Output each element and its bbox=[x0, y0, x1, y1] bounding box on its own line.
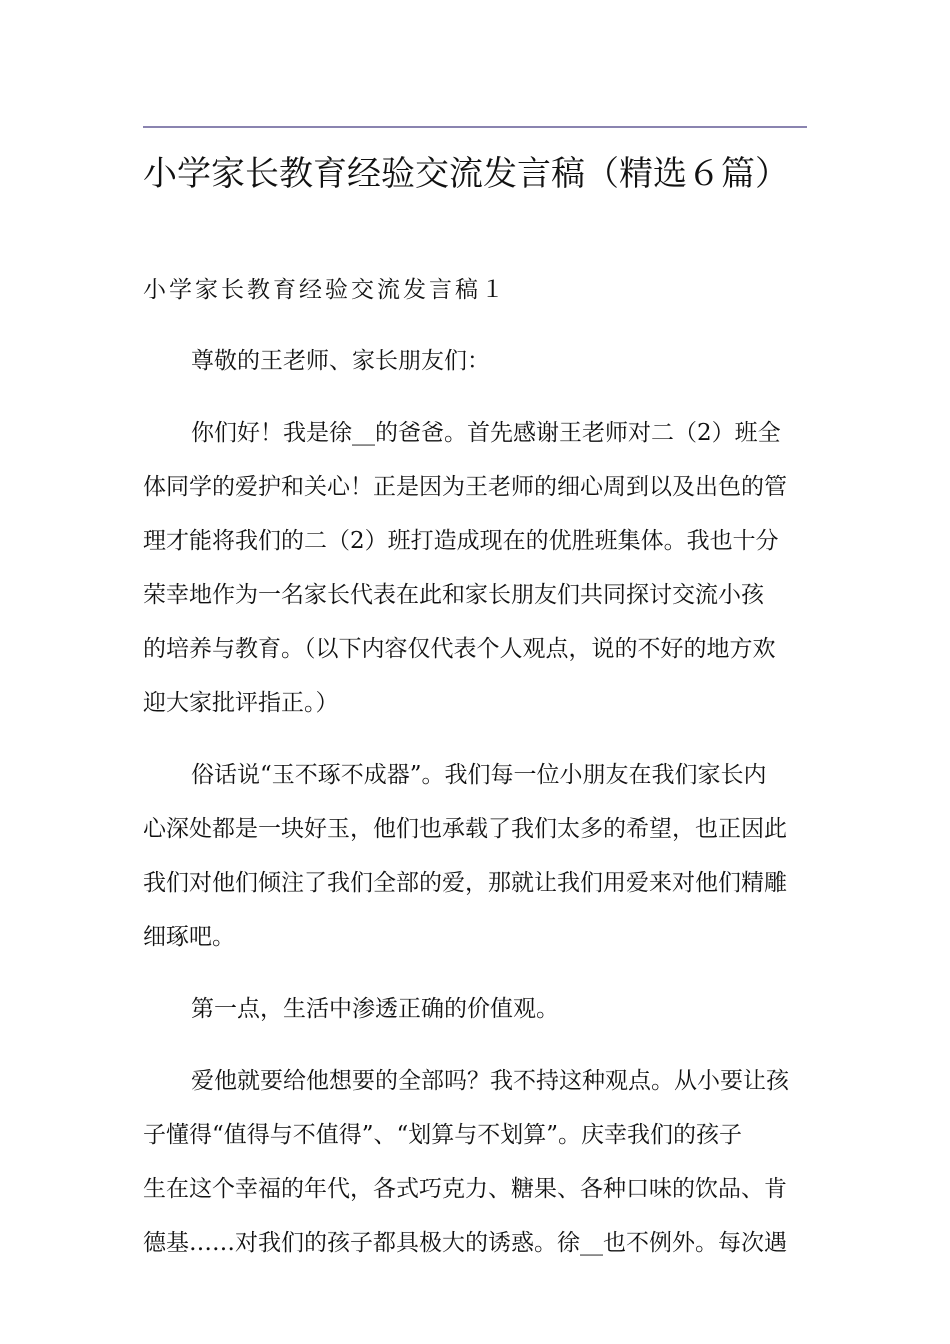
text-line: 荣幸地作为一名家长代表在此和家长朋友们共同探讨交流小孩 bbox=[143, 582, 764, 608]
paragraph-values bbox=[143, 1054, 807, 1270]
header-rule bbox=[143, 126, 807, 128]
text-line: 生在这个幸福的年代，各式巧克力、糖果、各种口味的饮品、肯 bbox=[143, 1176, 787, 1202]
section-heading: 小学家长教育经验交流发言稿１ bbox=[143, 277, 507, 303]
paragraph-greeting bbox=[143, 334, 807, 388]
text-line: 心深处都是一块好玉，他们也承载了我们太多的希望，也正因此 bbox=[143, 816, 787, 842]
text-line: 理才能将我们的二（2）班打造成现在的优胜班集体。我也十分 bbox=[143, 528, 779, 554]
text-line: 尊敬的王老师、家长朋友们： bbox=[191, 348, 490, 374]
paragraph-point-one bbox=[143, 982, 807, 1036]
text-line: 的培养与教育。（以下内容仅代表个人观点，说的不好的地方欢 bbox=[143, 636, 776, 662]
text-line: 第一点，生活中渗透正确的价值观。 bbox=[191, 996, 559, 1022]
text-line: 体同学的爱护和关心！正是因为王老师的细心周到以及出色的管 bbox=[143, 474, 787, 500]
text-line: 俗话说“玉不琢不成器”。我们每一位小朋友在我们家长内 bbox=[191, 762, 767, 788]
text-line: 我们对他们倾注了我们全部的爱，那就让我们用爱来对他们精雕 bbox=[143, 870, 787, 896]
text-line: 细琢吧。 bbox=[143, 924, 235, 950]
text-line: 你们好！我是徐__的爸爸。首先感谢王老师对二（2）班全 bbox=[191, 420, 781, 446]
text-line: 子懂得“值得与不值得”、“划算与不划算”。庆幸我们的孩子 bbox=[143, 1122, 743, 1148]
paragraph-proverb bbox=[143, 748, 807, 964]
document-title: 小学家长教育经验交流发言稿（精选６篇） bbox=[143, 154, 789, 194]
paragraph-introduction bbox=[143, 406, 807, 730]
body-text bbox=[143, 334, 807, 1288]
text-line: 迎大家批评指正。） bbox=[143, 690, 339, 716]
text-line: 德基……对我们的孩子都具极大的诱惑。徐__也不例外。每次遇 bbox=[143, 1230, 787, 1256]
text-line: 爱他就要给他想要的全部吗？我不持这种观点。从小要让孩 bbox=[191, 1068, 789, 1094]
